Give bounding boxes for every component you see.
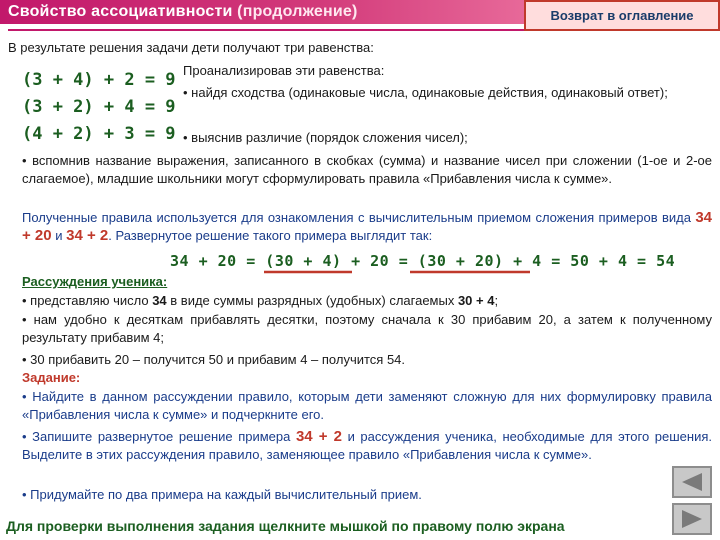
prev-button[interactable] bbox=[672, 466, 712, 498]
reasoning-line-2: • нам удобно к десяткам прибавлять десятки, поэтому сначала к 30 прибавим 20, а затем к полученному результату прибавим 4; bbox=[22, 312, 712, 345]
title-paren: (продолжение) bbox=[237, 3, 358, 20]
reasoning-line-3: • 30 прибавить 20 – получится 50 и прибавим 4 – получится 54. bbox=[22, 352, 406, 367]
task-bullet-1: • Найдите в данном рассуждении правило, которым дети заменяют сложную для них формулировку правила «Прибавления числа к сумме» и подчеркните его. bbox=[22, 389, 712, 422]
title-main: Свойство ассоциативности bbox=[8, 3, 233, 20]
arrow-right-icon bbox=[674, 505, 710, 533]
analysis-bullet-2: • выяснив различие (порядок сложения чисел); bbox=[183, 130, 468, 145]
next-button[interactable] bbox=[672, 503, 712, 535]
task-bullet-2: • Запишите развернутое решение примера 34 + 2 и рассуждения ученика, необходимые для этого решения. Выделите в этих рассуждения правило, заменяющее правило «Прибавления числа к сумме». bbox=[22, 428, 712, 462]
solution-underlines bbox=[260, 269, 590, 275]
method-paragraph: Полученные правила используется для ознакомления с вычислительным приемом сложения примеров вида 34 + 20 и 34 + 2. Развернутое решение такого примера выглядит так: bbox=[22, 209, 712, 244]
reasoning-line-1: • представляю число 34 в виде суммы разрядных (удобных) слагаемых 30 + 4; bbox=[22, 293, 499, 308]
task-heading: Задание: bbox=[22, 370, 81, 385]
intro-text: В результате решения задачи дети получают три равенства: bbox=[8, 40, 374, 55]
analysis-bullet-1: • найдя сходства (одинаковые числа, одинаковые действия, одинаковый ответ); bbox=[183, 85, 668, 100]
equation-1: (3 + 4) + 2 = 9 bbox=[22, 70, 176, 90]
equation-3: (4 + 2) + 3 = 9 bbox=[22, 124, 176, 144]
equation-2: (3 + 2) + 4 = 9 bbox=[22, 97, 176, 117]
toc-button[interactable]: Возврат в оглавление bbox=[524, 0, 720, 31]
reasoning-heading: Рассуждения ученика: bbox=[22, 274, 168, 289]
expanded-solution: 34 + 20 = (30 + 4) + 20 = (30 + 20) + 4 = 50 + 4 = 54 bbox=[170, 252, 676, 270]
page-title bbox=[8, 0, 358, 24]
title-underline bbox=[8, 29, 524, 31]
arrow-left-icon bbox=[674, 468, 710, 496]
task-bullet-3: • Придумайте по два примера на каждый вычислительный прием. bbox=[22, 487, 422, 502]
check-instruction: Для проверки выполнения задания щелкните мышкой по правому полю экрана bbox=[6, 518, 565, 534]
example-34-2: 34 + 2 bbox=[66, 227, 109, 244]
analysis-heading: Проанализировав эти равенства: bbox=[183, 63, 385, 78]
example-34-20: 34 + 20 bbox=[22, 209, 712, 244]
analysis-bullet-3: • вспомнив название выражения, записанного в скобках (сумма) и название чисел при сложении (1-ое и 2-ое слагаемое), младшие школьники могут сформулировать правила «Прибавления числа к сумме». bbox=[22, 153, 712, 186]
